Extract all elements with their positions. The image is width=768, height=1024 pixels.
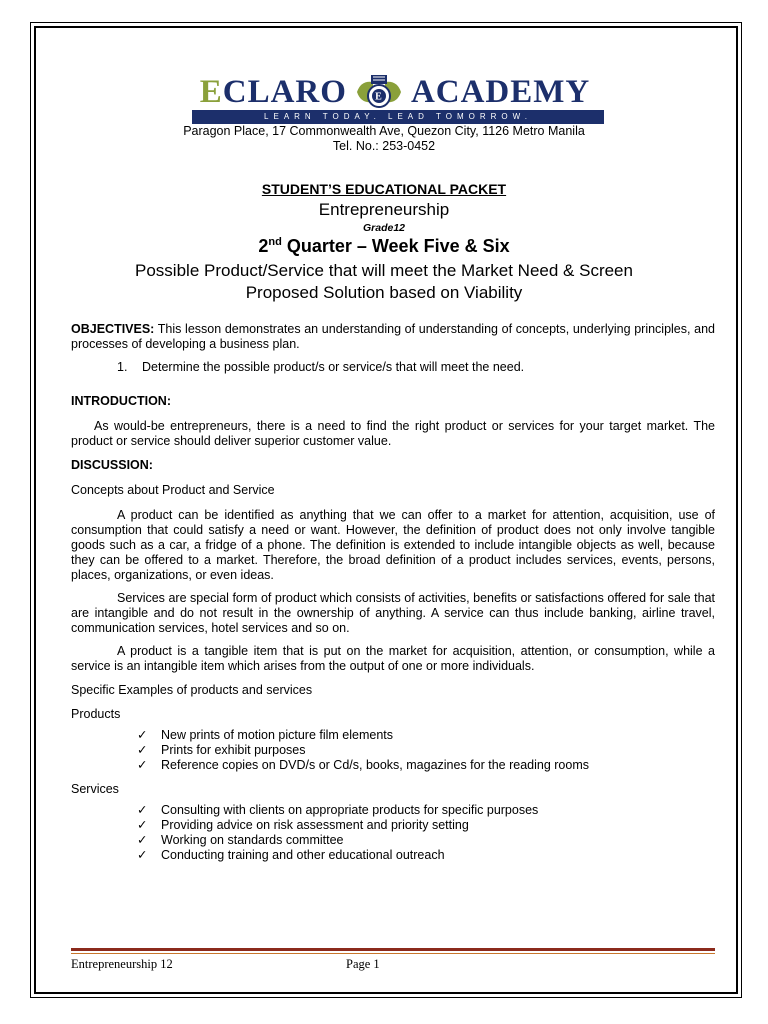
- introduction-text: As would-be entrepreneurs, there is a need to find the right product or services for your target market. The product or service should deliver superior customer value.: [71, 419, 715, 448]
- list-item: [137, 833, 715, 848]
- list-item: [137, 848, 715, 863]
- list-item: [137, 803, 715, 818]
- objectives-label: OBJECTIVES:: [71, 322, 155, 336]
- discussion-paragraph-1: A product can be identified as anything that we can offer to a market for attention, acquisition, use of consumption that could satisfy a need or want. However, the definition of product does not only involve tangible goods such as a car, a fridge of a phone. The definition is extended to include intangible objects as well, because they can be offered to a market. Therefore, the broad definition of a product includes services, events, persons, places, organizations, or even ideas.: [71, 508, 715, 582]
- packet-body: [71, 322, 715, 863]
- quarter-ordinal: nd: [268, 236, 282, 248]
- quarter-number: 2: [258, 236, 269, 256]
- footer-subject: Entrepreneurship 12: [71, 957, 173, 971]
- topic-line-1: Possible Product/Service that will meet the Market Need & Screen: [135, 261, 633, 280]
- topic-line-2: Proposed Solution based on Viability: [245, 283, 523, 302]
- topic-title: [80, 260, 688, 304]
- subject-title: Entrepreneurship: [318, 200, 450, 219]
- svg-text:E: E: [375, 91, 383, 103]
- logo-academy: ACADEMY: [410, 73, 591, 110]
- list-item: [137, 728, 715, 743]
- services-list: [137, 803, 715, 863]
- objective-number: 1.: [117, 360, 128, 374]
- discussion-label: DISCUSSION:: [71, 458, 153, 472]
- school-address-block: [80, 124, 688, 154]
- check-icon: ✓: [137, 728, 148, 742]
- objectives-text: This lesson demonstrates an understanding of understanding of concepts, underlying principles, and processes of developing a business plan.: [71, 322, 715, 351]
- list-item: [137, 818, 715, 833]
- service-item-text: Consulting with clients on appropriate products for specific purposes: [161, 803, 539, 817]
- discussion-subheading: Concepts about Product and Service: [71, 483, 275, 497]
- logo-tagline: LEARN TODAY. LEAD TOMORROW.: [192, 110, 604, 124]
- service-item-text: Working on standards committee: [161, 833, 344, 847]
- product-item-text: Prints for exhibit purposes: [161, 743, 306, 757]
- list-item: [137, 743, 715, 758]
- objectives-paragraph: [71, 322, 715, 352]
- grade-label: Grade12: [362, 222, 406, 234]
- discussion-paragraph-3: A product is a tangible item that is put on the market for acquisition, attention, or consumption, while a service is an intangible item which arises from the output of one or more individuals.: [71, 644, 715, 673]
- check-icon: ✓: [137, 758, 148, 772]
- discussion-paragraph-2: Services are special form of product which consists of activities, benefits or satisfactions offered for sale that are intangible and do not result in the ownership of anything. A service can thus include banking, airline travel, communication services, hotel services and so on.: [71, 591, 715, 635]
- service-item-text: Providing advice on risk assessment and priority setting: [161, 818, 469, 832]
- logo-claro: CLARO: [222, 73, 347, 110]
- products-list: [137, 728, 715, 773]
- check-icon: ✓: [137, 803, 148, 817]
- product-item-text: Reference copies on DVD/s or Cd/s, books, magazines for the reading rooms: [161, 758, 589, 772]
- products-label: Products: [71, 707, 121, 721]
- check-icon: ✓: [137, 833, 148, 847]
- objective-text: Determine the possible product/s or service/s that will meet the need.: [142, 360, 525, 374]
- school-tel: Tel. No.: 253-0452: [332, 139, 436, 153]
- objectives-list: [117, 360, 715, 375]
- packet-title: STUDENT’S EDUCATIONAL PACKET: [261, 181, 507, 197]
- list-item: [137, 758, 715, 773]
- examples-heading: Specific Examples of products and services: [71, 683, 313, 697]
- check-icon: ✓: [137, 818, 148, 832]
- quarter-rest: Quarter – Week Five & Six: [281, 236, 510, 256]
- service-item-text: Conducting training and other educational outreach: [161, 848, 445, 862]
- academy-seal-icon: [351, 72, 407, 112]
- footer-rule-light: [71, 953, 715, 954]
- school-address: Paragon Place, 17 Commonwealth Ave, Quezon City, 1126 Metro Manila: [183, 124, 585, 138]
- product-item-text: New prints of motion picture film elements: [161, 728, 394, 742]
- logo-letter-e: E: [199, 73, 223, 110]
- introduction-label: INTRODUCTION:: [71, 394, 171, 408]
- quarter-title: [80, 236, 688, 257]
- footer-rule-dark: [71, 948, 715, 951]
- check-icon: ✓: [137, 743, 148, 757]
- services-label: Services: [71, 782, 119, 796]
- academy-logo: [190, 72, 600, 112]
- list-item: [117, 360, 715, 375]
- footer-page-number: Page 1: [346, 957, 380, 971]
- check-icon: ✓: [137, 848, 148, 862]
